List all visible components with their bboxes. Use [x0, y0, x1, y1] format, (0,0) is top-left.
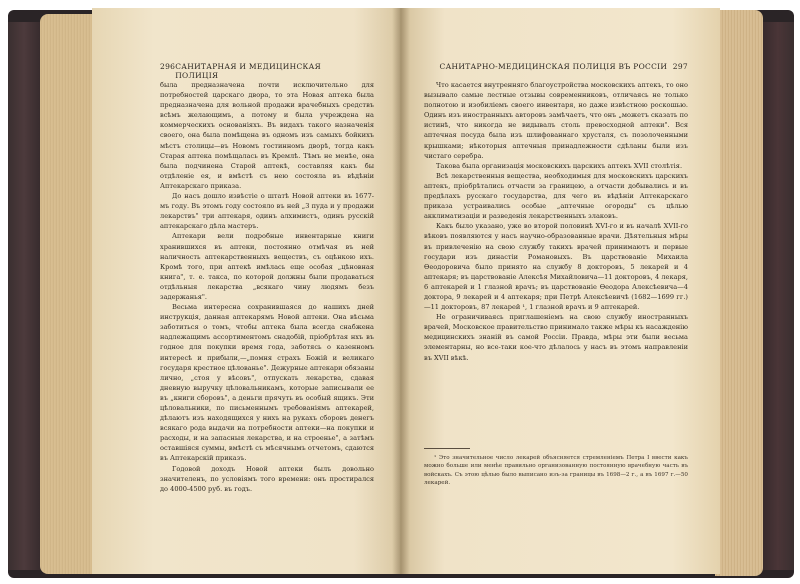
paragraph: Не ограничиваясь приглашеніемъ на свою службу иностранныхъ врачей, Московское правительство принимало также мѣры къ насажденію медицинскихъ знаній въ самой Россіи. Правда, мѣры эти были весьма элементарны, но все-таки кое-что дѣлалось у насъ въ этомъ направленіи въ XVII вѣкѣ. [424, 313, 688, 362]
right-page-body [424, 80, 688, 363]
paragraph: Годовой доходъ Новой аптеки былъ довольно значителенъ, по условіямъ того времени: онъ простирался до 4000-4500 руб. въ годъ. [160, 464, 374, 493]
paragraph: До насъ дошло извѣстіе о штатѣ Новой аптеки въ 1677-мъ году. Въ этомъ году состояло въ ней „3 пуда и у продажи лекарствъ" три аптекаря, одинъ алхимистъ, одинъ русскій аптекарскаго дѣла мастеръ. [160, 192, 374, 231]
right-page-header [424, 62, 688, 71]
left-page-stack [40, 14, 100, 574]
book-gutter [392, 8, 410, 574]
footnote-text: ¹ Это значительное число лекарей объясняется стремленіемъ Петра I ввести какъ можно больше или менѣе правильно организованную постоянную врачебную часть въ войскахъ. Съ этою цѣлью было выписано изъ-за границы въ 1698—2 г., а въ 1697 г.—50 лекарей. [424, 455, 688, 486]
paragraph: Какъ было указано, уже во второй половинѣ XVI-го и въ началѣ XVII-го вѣковъ появляются у насъ научно-образованные врачи. Дѣятельныя мѣры въ привлеченію на свою службу такихъ врачей принимаютъ и первые государи изъ династіи Романовыхъ. Въ царствованіе Михаила Ѳеодоровича было принято на службу 8 докторовъ, 5 лекарей и 4 аптекаря; въ царствованіе Алексѣя Михайловича—11 докторовъ, 4 лекаря, 6 аптекарей и 1 глазной врачъ; въ царствованіе Ѳеодора Алексѣевича—4 доктора, 9 лекарей и 4 аптекаря; при Петрѣ Алексѣевичѣ (1682—1699 гг.)—11 докторовъ, 87 лекарей ¹, 1 глазной врачъ и 9 аптекарей. [424, 222, 688, 312]
footnote-divider [424, 448, 470, 449]
paragraph: Что касается внутренняго благоустройства московскихъ аптекъ, то оно вызывало самые лестные отзывы современниковъ, отличаясь не только полнотою и изобиліемъ своего инвентаря, но даже извѣстною роскошью. Одинъ изъ иностранныхъ авторовъ замѣчаетъ, что онъ „можетъ сказать по истинѣ, что никогда не видывалъ столь превосходной аптеки". Вся аптечная посуда была изъ шлифованнаго хрусталя, съ позолоченными крышками; нѣкоторыя аптечныя принадлежности сдѣланы были изъ чистаго серебра. [424, 81, 688, 160]
page-number: 296 [160, 62, 176, 71]
running-title: САНИТАРНАЯ И МЕДИЦИНСКАЯ ПОЛИЦІЯ [175, 62, 321, 80]
footnote [424, 454, 688, 487]
paragraph: Такова была организація московскихъ царскихъ аптекъ XVII столѣтія. [436, 161, 683, 170]
right-page-stack [715, 10, 763, 576]
left-page-header [160, 62, 374, 80]
left-page-body [160, 80, 374, 494]
paragraph: Весьма интересна сохранившаяся до нашихъ дней инструкція, данная аптекарямъ Новой аптеки. Она вѣсьма заботиться о томъ, чтобы аптека была всегда снабжена надлежащимъ ассортиментомъ снадобій, пріобрѣтая нхъ въ годное для покупки время года, заботясь о казенномъ интересѣ и прибыли,—„помня страхъ Божій и великаго государя крестное цѣлованье". Дежурные аптекари обязаны лично, „стоя у вѣсовъ", отпускать лекарства, сдавая дневную выручку цѣловальникамъ, которые записывали ее въ „книги сборовъ", а деньги прячуть въ особый ящикъ. Эти цѣловальники, по письменнымъ требованіямъ аптекарей, дѣлаютъ изъ находящихся у нихъ на рукахъ сборовъ денегъ всякаго рода выдачи на потребности аптеки—на покупки и расходы, и на запасныя лекарства, и на строенье", а затѣмъ оставшіяся суммы, вмѣстѣ съ мѣсячнымъ отчетомъ, сдаются въ Аптекарскій приказъ. [160, 303, 374, 463]
left-page [92, 8, 400, 574]
running-title: САНИТАРНО-МЕДИЦИНСКАЯ ПОЛИЦІЯ ВЪ РОССІИ [439, 62, 668, 71]
page-number: 297 [672, 62, 688, 71]
paragraph: была предназначена почти исключительно для потребностей царскаго двора, то эта Новая аптека была предназначена для вольной продажи врачебныхъ средствъ всѣмъ желающимъ, а потому и была учреждена на коммерческихъ основаніяхъ. Въ видахъ такого назначенія своего, она была помѣщена въ одномъ изъ самыхъ бойкихъ мѣстъ столицы—въ Новомъ гостинномъ дворѣ, тогда какъ Старая аптека помѣщалась въ Кремлѣ. Тѣмъ не менѣе, она была подчинена Старой аптекѣ, составляя какъ бы отдѣленіе ея, и вмѣстѣ съ нею состояла въ вѣдѣніи Аптекарскаго приказа. [160, 81, 374, 190]
paragraph: Всѣ лекарственныя вещества, необходимыя для московскихъ царскихъ аптекъ, пріобрѣтались отчасти за границею, а отчасти добывались и въ предѣлахъ русскаго государства, для чего въ вѣдѣніи Аптекарскаго приказа устраивались особые „аптечные огороды" съ цѣлью акклиматизаціи и разведенія лекарственныхъ злаковъ. [424, 171, 688, 221]
right-page [400, 8, 720, 574]
paragraph: Аптекари вели подробные инвентарные книги хранившихся въ аптеки, постоянно отмѣчая въ ней наличность аптекарственныхъ веществъ, съ оцѣнкою ихъ. Кромѣ того, при аптекѣ имѣлась еще особая „цѣновная книга", т. е. такса, по которой должны были продаваться отдѣльныя лекарства „всякаго чину людямъ безъ задержанья". [160, 232, 374, 301]
